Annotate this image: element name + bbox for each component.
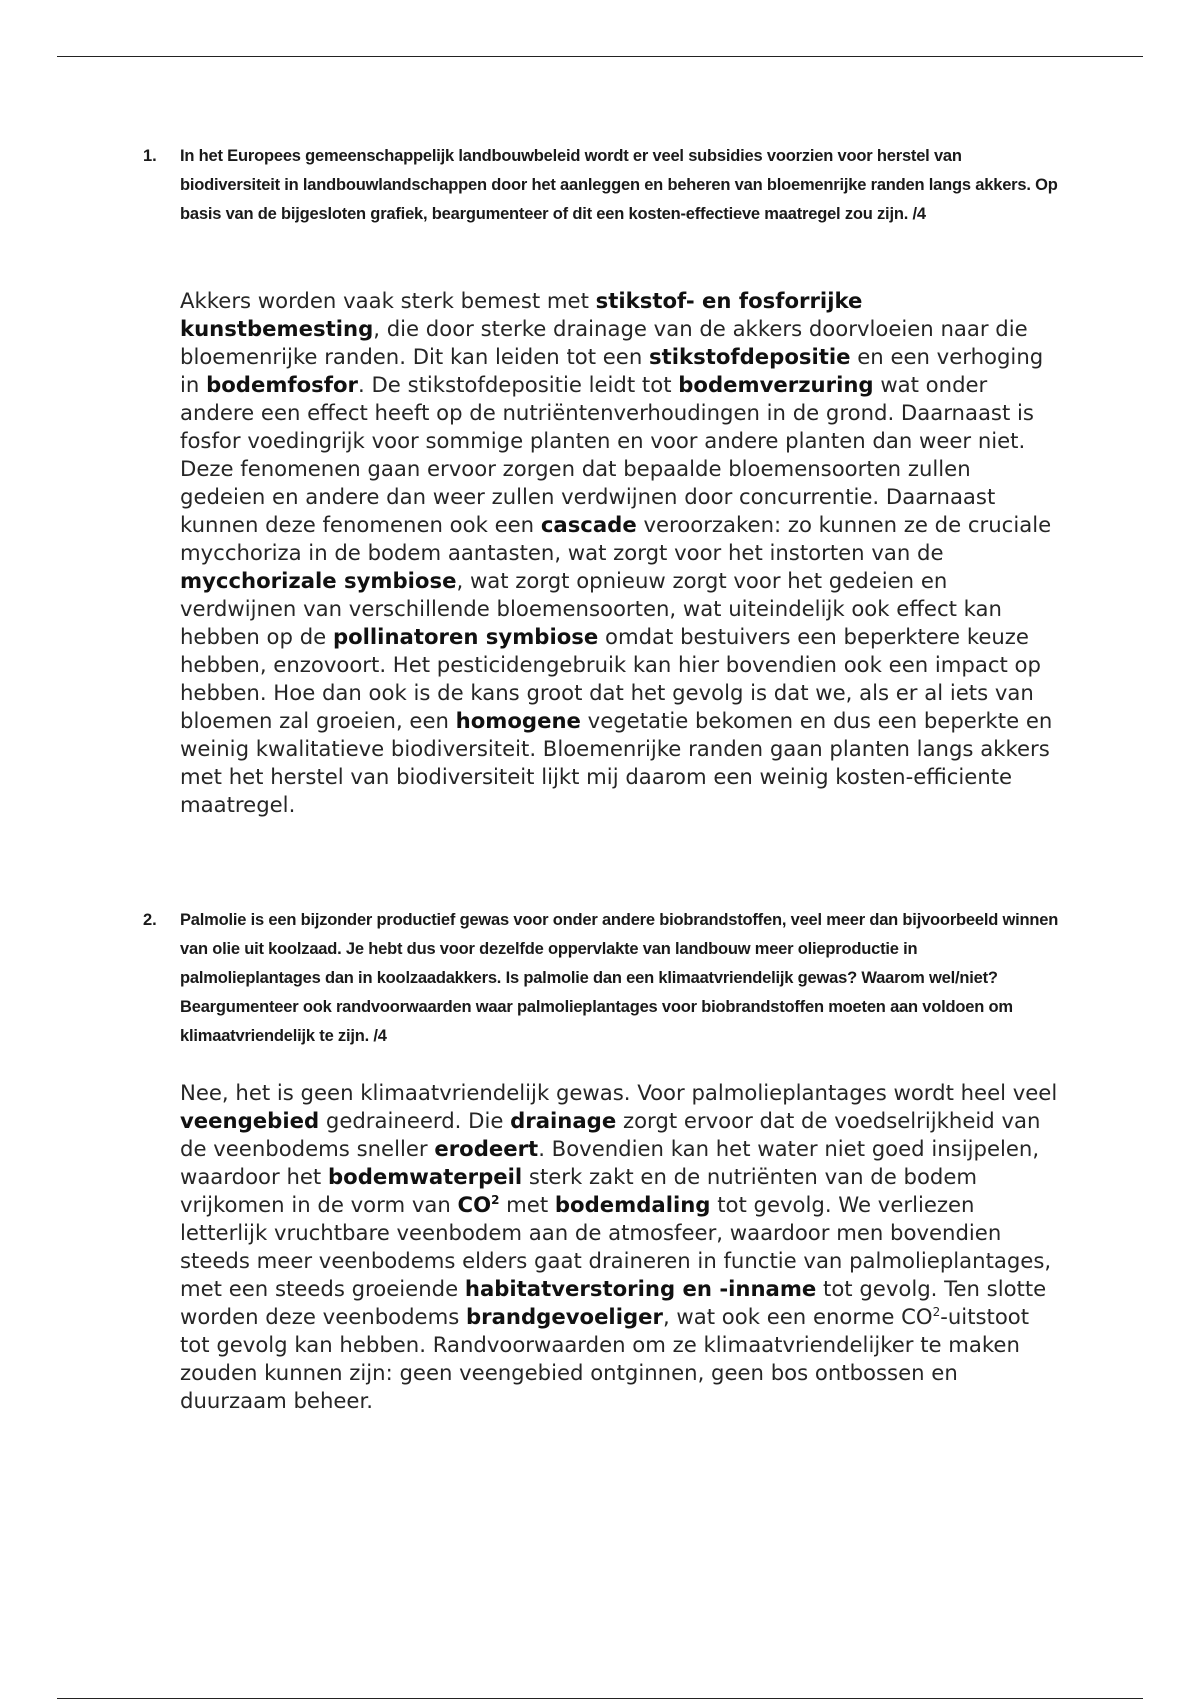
bold-term: bodemdaling (554, 1192, 711, 1217)
answer-text: Akkers worden vaak sterk bemest met (180, 288, 596, 313)
bold-term: erodeert (434, 1136, 539, 1161)
answer-1 (180, 287, 1060, 819)
footer-rule (57, 1698, 1143, 1699)
bold-term: drainage (510, 1108, 617, 1133)
bold-term: bodemfosfor (206, 372, 359, 397)
answer-text: , die door sterke drainage van de akkers doorvloeien naar die bloemenrijke randen. Dit kan leiden tot een (180, 316, 1028, 369)
answer-text: Nee, het is geen klimaatvriendelijk gewas. Voor palmolieplantages wordt heel veel (180, 1080, 1058, 1105)
bold-term: pollinatoren symbiose (332, 624, 599, 649)
question-2-number: 2. (143, 911, 157, 929)
bold-term: stikstof- en fosforrijke kunstbemesting (180, 288, 863, 341)
question-1-text: In het Europees gemeenschappelijk landbouwbeleid wordt er veel subsidies voorzien voor herstel van biodiversiteit in landbouwlandschappen door het aanleggen en beheren van bloemenrijke randen langs akkers. Op basis van de bijgesloten grafiek, beargumenteer of dit een kosten-effectieve maatregel zou zijn. /4 (180, 147, 1058, 223)
bold-term: bodemverzuring (678, 372, 874, 397)
answer-text: en een verhoging in (180, 344, 1044, 397)
answer-2 (180, 1079, 1060, 1415)
answer-text: wat onder andere een effect heeft op de nutriëntenverhoudingen in de grond. Daarnaast is fosfor voedingrijk voor sommige planten en voor andere planten dan weer niet. Deze fenomenen gaan ervoor zorgen dat bepaalde bloemensoorten zullen gedeien en andere dan weer zullen verdwijnen door concurrentie. Daarnaast kunnen deze fenomenen ook een (180, 372, 1034, 537)
answer-text: gedraineerd. Die (319, 1108, 511, 1133)
answer-text: omdat bestuivers een beperktere keuze hebben, enzovoort. Het pesticidengebruik kan hier bovendien ook een impact op hebben. Hoe dan ook is de kans groot dat het gevolg is dat we, als er al iets van bloemen zal groeien, een (180, 624, 1041, 733)
superscript: 2 (491, 1192, 500, 1207)
answer-text: , wat zorgt opnieuw zorgt voor het gedeien en verdwijnen van verschillende bloemensoorten, wat uiteindelijk ook effect kan hebben op de (180, 568, 1002, 649)
bold-term: habitatverstoring en -inname (464, 1276, 817, 1301)
bold-term: veengebied (180, 1108, 320, 1133)
answer-text: vegetatie bekomen en dus een beperkte en weinig kwalitatieve biodiversiteit. Bloemenrijke randen gaan planten langs akkers met het herstel van biodiversiteit lijkt mij daarom een weinig kosten-efficiente maatregel. (180, 708, 1053, 817)
bold-term: homogene (455, 708, 581, 733)
question-2-text: Palmolie is een bijzonder productief gewas voor onder andere biobrandstoffen, veel meer dan bijvoorbeeld winnen van olie uit koolzaad. Je hebt dus voor dezelfde oppervlakte van landbouw meer olieproductie in palmolieplantages dan in koolzaadakkers. Is palmolie dan een klimaatvriendelijk gewas? Waarom wel/niet? Beargumenteer ook randvoorwaarden waar palmolieplantages voor biobrandstoffen moeten aan voldoen om klimaatvriendelijk te zijn. /4 (180, 911, 1059, 1045)
answer-text: sterk zakt en de nutriënten van de bodem vrijkomen in de vorm van (180, 1164, 978, 1217)
bold-term: bodemwaterpeil (327, 1164, 523, 1189)
answer-text: . Bovendien kan het water niet goed insijpelen, waardoor het (180, 1136, 1040, 1189)
answer-text: tot gevolg. We verliezen letterlijk vruchtbare veenbodem aan de atmosfeer, waardoor men bovendien steeds meer veenbodems elders gaat draineren in functie van palmolieplantages, met een steeds groeiende (180, 1192, 1052, 1301)
answer-text: met (499, 1192, 555, 1217)
answer-text: tot gevolg. Ten slotte worden deze veenbodems (180, 1276, 1047, 1329)
answer-text: , wat ook een enorme CO (662, 1304, 933, 1329)
bold-term: mycchorizale symbiose (180, 568, 457, 593)
answer-text: zorgt ervoor dat de voedselrijkheid van de veenbodems sneller (180, 1108, 1041, 1161)
bold-term: stikstofdepositie (649, 344, 851, 369)
answer-text: -uitstoot tot gevolg kan hebben. Randvoorwaarden om ze klimaatvriendelijker te maken zouden kunnen zijn: geen veengebied ontginnen, geen bos ontbossen en duurzaam beheer. (180, 1304, 1030, 1413)
bold-term: brandgevoeliger (466, 1304, 663, 1329)
bold-term: cascade (540, 512, 637, 537)
superscript: 2 (932, 1304, 941, 1319)
answer-text: . De stikstofdepositie leidt tot (358, 372, 679, 397)
bold-term: CO (457, 1192, 492, 1217)
header-rule (57, 56, 1143, 57)
question-1-number: 1. (143, 147, 157, 165)
answer-text: veroorzaken: zo kunnen ze de cruciale mycchoriza in de bodem aantasten, wat zorgt voor het instorten van de (180, 512, 1052, 565)
